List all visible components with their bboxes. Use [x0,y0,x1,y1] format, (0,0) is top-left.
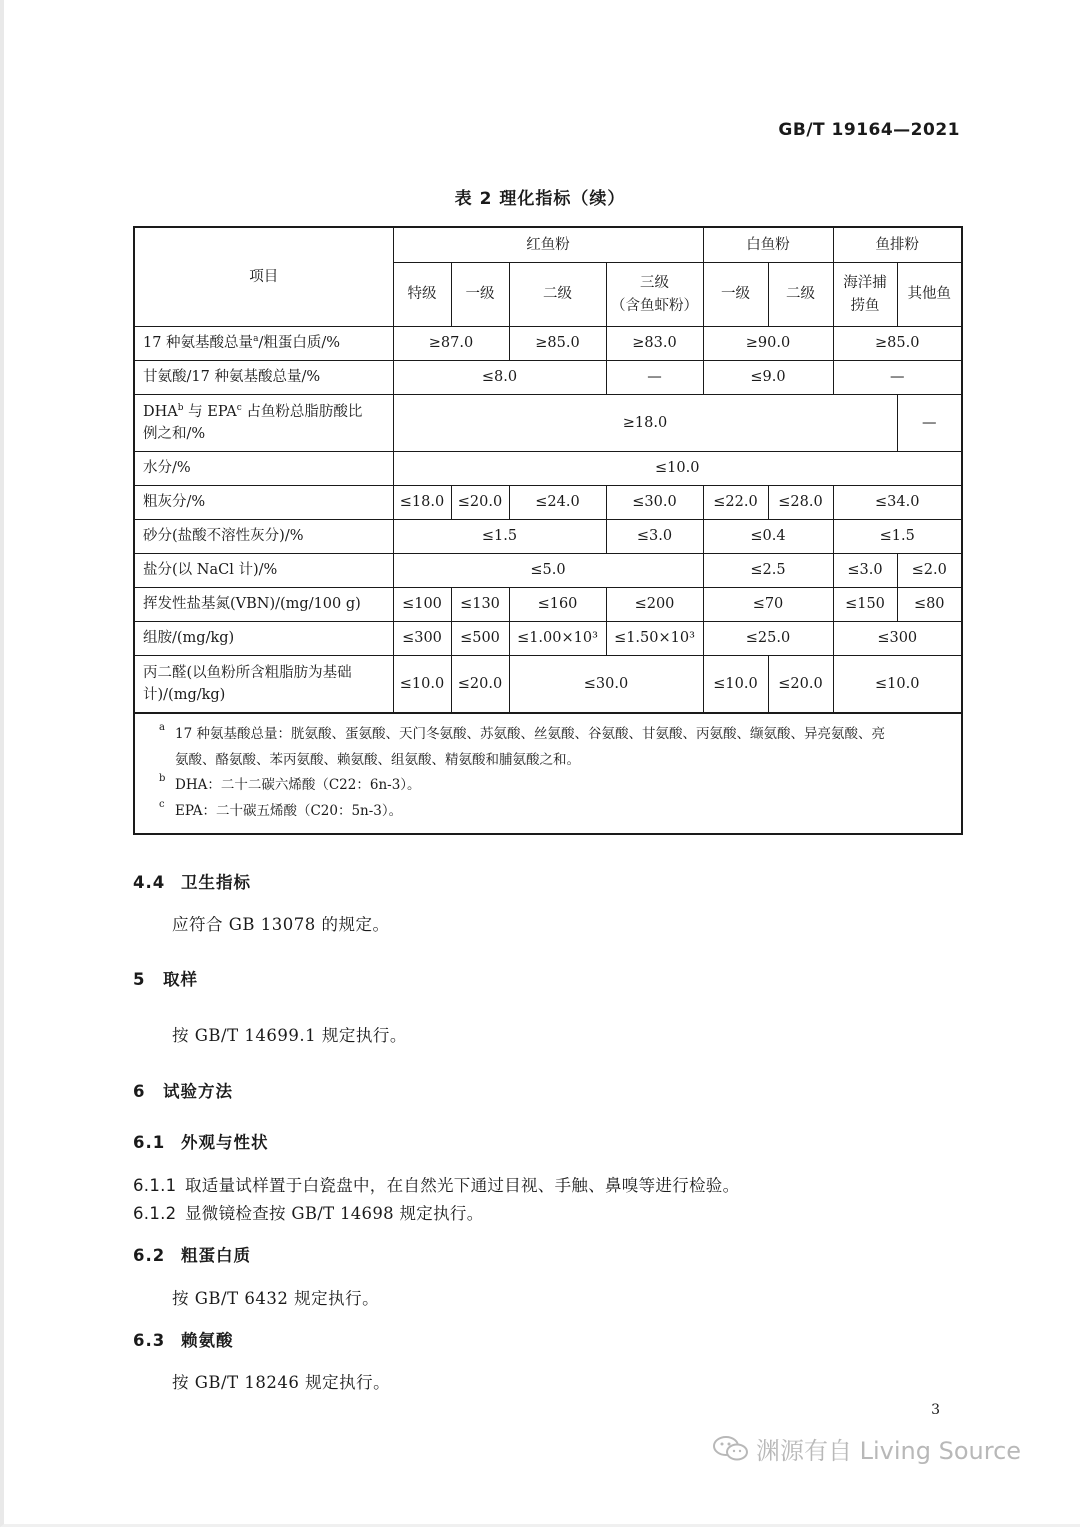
table-row [134,622,962,656]
cell: ≤80 [897,588,962,622]
standard-number: GB/T 19164—2021 [778,120,960,140]
cell: ≤1.00×10³ [509,622,606,656]
cell: ≤8.0 [393,361,606,395]
cell: ≤10.0 [833,656,962,714]
section-6-heading: 6 试验方法 [133,1082,233,1101]
table-row [134,656,962,714]
table-header-row-1 [134,227,962,263]
cell: ≥85.0 [833,327,962,361]
cell: ≤0.4 [703,520,833,554]
cell: ≤25.0 [703,622,833,656]
cell: — [606,361,703,395]
note-a-cont: 氨酸、酪氨酸、苯丙氨酸、赖氨酸、组氨酸、精氨酸和脯氨酸之和。 [175,751,580,768]
section-4-4-text: 应符合 GB 13078 的规定。 [172,915,390,934]
cell: ≤9.0 [703,361,833,395]
wechat-icon [712,1435,750,1463]
cell: ≤3.0 [606,520,703,554]
watermark-text: 渊源有自 Living Source [756,1437,1022,1465]
table-row [134,361,962,395]
clause-6-1-1: 6.1.1 取适量试样置于白瓷盘中，在自然光下通过目视、手触、鼻嗅等进行检验。 [133,1176,740,1195]
table-notes [134,713,962,834]
header-fish-byproduct-meal: 鱼排粉 [833,227,962,263]
clause-6-1-2: 6.1.2 显微镜检查按 GB/T 14698 规定执行。 [133,1204,484,1223]
section-6-3-text: 按 GB/T 18246 规定执行。 [172,1373,391,1392]
cell: ≤300 [833,622,962,656]
row-label: 丙二醛(以鱼粉所含粗脂肪为基础 计)/(mg/kg) [134,656,393,714]
page-number: 3 [931,1402,940,1418]
cell: ≤2.5 [703,554,833,588]
cell: ≤20.0 [768,656,833,714]
cell: ≥87.0 [393,327,509,361]
row-label: 水分/% [134,452,393,486]
header-red-fishmeal: 红鱼粉 [393,227,703,263]
section-6-2-text: 按 GB/T 6432 规定执行。 [172,1289,380,1308]
cell: ≤24.0 [509,486,606,520]
table-notes-row [134,713,962,834]
cell: ≤18.0 [393,486,451,520]
grade-white-second: 二级 [768,263,833,327]
table-row [134,520,962,554]
note-b: b DHA：二十二碳六烯酸（C22：6n-3）。 [159,773,421,794]
section-5-text: 按 GB/T 14699.1 规定执行。 [172,1026,407,1045]
row-label: 粗灰分/% [134,486,393,520]
table-row [134,588,962,622]
row-label: 17 种氨基酸总量$^a$/粗蛋白质/% [134,327,393,361]
row-label: 组胺/(mg/kg) [134,622,393,656]
cell: ≤10.0 [393,452,962,486]
cell: ≤22.0 [703,486,768,520]
grade-second: 二级 [509,263,606,327]
grade-first: 一级 [451,263,509,327]
cell: ≥83.0 [606,327,703,361]
grade-third: 三级 （含鱼虾粉） [606,263,703,327]
header-white-fishmeal: 白鱼粉 [703,227,833,263]
row-label: 砂分(盐酸不溶性灰分)/% [134,520,393,554]
row-label: 盐分(以 NaCl 计)/% [134,554,393,588]
grade-other-fish: 其他鱼 [897,263,962,327]
cell: ≤30.0 [606,486,703,520]
grade-marine-catch: 海洋捕 捞鱼 [833,263,897,327]
cell: ≤5.0 [393,554,703,588]
grade-premium: 特级 [393,263,451,327]
cell: ≤1.5 [833,520,962,554]
row-label: DHA$^b$ 与 EPA$^c$ 占鱼粉总脂肪酸比 例之和/% [134,395,393,452]
cell: ≤30.0 [509,656,703,714]
spec-table [133,226,963,835]
table-row [134,554,962,588]
section-6-1-heading: 6.1 外观与性状 [133,1133,269,1152]
cell: ≤20.0 [451,656,509,714]
cell: ≤10.0 [393,656,451,714]
note-a: a 17 种氨基酸总量：胱氨酸、蛋氨酸、天门冬氨酸、苏氨酸、丝氨酸、谷氨酸、甘氨酸、丙氨酸、缬氨酸、异亮氨酸、亮 [159,722,885,742]
note-c: c EPA：二十碳五烯酸（C20：5n-3）。 [159,798,403,819]
grade-white-first: 一级 [703,263,768,327]
cell: ≤70 [703,588,833,622]
cell: ≤300 [393,622,451,656]
cell: ≤34.0 [833,486,962,520]
cell: ≤10.0 [703,656,768,714]
cell: ≤130 [451,588,509,622]
section-6-2-heading: 6.2 粗蛋白质 [133,1246,251,1265]
row-label: 甘氨酸/17 种氨基酸总量/% [134,361,393,395]
cell: ≤1.50×10³ [606,622,703,656]
section-6-3-heading: 6.3 赖氨酸 [133,1331,234,1350]
cell: ≥85.0 [509,327,606,361]
row-label: 挥发性盐基氮(VBN)/(mg/100 g) [134,588,393,622]
cell: ≤1.5 [393,520,606,554]
cell: ≤20.0 [451,486,509,520]
cell: ≥90.0 [703,327,833,361]
cell: ≤500 [451,622,509,656]
table-row [134,452,962,486]
cell: ≤2.0 [897,554,962,588]
cell: ≤3.0 [833,554,897,588]
cell: ≤150 [833,588,897,622]
header-item: 项目 [134,227,393,327]
cell: ≥18.0 [393,395,897,452]
cell: — [897,395,962,452]
table-title: 表 2 理化指标（续） [454,189,626,209]
watermark [712,1431,1021,1466]
cell: ≤28.0 [768,486,833,520]
section-5-heading: 5 取样 [133,970,198,989]
table-row [134,486,962,520]
cell: ≤100 [393,588,451,622]
cell: ≤200 [606,588,703,622]
cell: ≤160 [509,588,606,622]
table-row [134,395,962,452]
section-4-4-heading: 4.4 卫生指标 [133,873,251,892]
cell: — [833,361,962,395]
table-row [134,327,962,361]
